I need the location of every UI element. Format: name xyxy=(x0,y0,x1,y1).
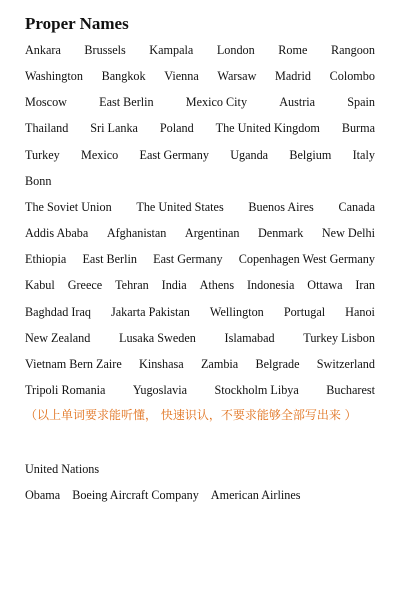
name-row xyxy=(25,328,375,348)
proper-name: Burma xyxy=(341,121,375,135)
proper-name: United Nations xyxy=(25,462,100,476)
proper-name: India xyxy=(161,278,187,292)
name-row xyxy=(25,354,375,374)
proper-name: Boeing Aircraft Company xyxy=(72,488,199,502)
name-row xyxy=(25,275,375,295)
proper-name: Afghanistan xyxy=(106,226,167,240)
name-row xyxy=(25,380,375,400)
name-row xyxy=(25,223,375,243)
proper-name: Belgrade xyxy=(255,357,300,371)
proper-name: Argentinan xyxy=(184,226,240,240)
proper-name: Stockholm Libya xyxy=(214,383,299,397)
name-row xyxy=(25,118,375,138)
proper-name: Italy xyxy=(352,148,375,162)
proper-name: Ankara xyxy=(25,43,61,57)
proper-name: Mexico xyxy=(81,148,119,162)
proper-name: Turkey Lisbon xyxy=(303,331,375,345)
name-row xyxy=(25,92,375,112)
proper-name: East Berlin xyxy=(99,95,154,109)
proper-name: Tripoli Romania xyxy=(25,383,106,397)
proper-name: American Airlines xyxy=(210,488,301,502)
proper-name: Kinshasa xyxy=(139,357,184,371)
proper-name: Bangkok xyxy=(101,69,146,83)
proper-name: Portugal xyxy=(283,305,326,319)
name-row xyxy=(25,197,375,217)
proper-name: Baghdad Iraq xyxy=(25,305,91,319)
proper-name: Mexico City xyxy=(185,95,248,109)
proper-name: Lusaka Sweden xyxy=(119,331,196,345)
proper-name: Tehran xyxy=(115,278,149,292)
proper-name: Kampala xyxy=(149,43,194,57)
proper-name: Obama xyxy=(25,488,61,502)
proper-name: Copenhagen West Germany xyxy=(238,252,375,266)
proper-name: Brussels xyxy=(84,43,126,57)
proper-name: Moscow xyxy=(25,95,67,109)
proper-name: Washington xyxy=(25,69,83,83)
proper-name: New Delhi xyxy=(321,226,375,240)
proper-name: The United Kingdom xyxy=(215,121,320,135)
proper-name: Belgium xyxy=(289,148,332,162)
proper-name: Turkey xyxy=(25,148,60,162)
proper-name: Zambia xyxy=(200,357,239,371)
proper-name: The Soviet Union xyxy=(25,200,112,214)
proper-name: Vietnam Bern Zaire xyxy=(25,357,122,371)
proper-name: Buenos Aires xyxy=(248,200,314,214)
proper-name: Rome xyxy=(278,43,308,57)
proper-name: Colombo xyxy=(329,69,375,83)
proper-name: Wellington xyxy=(209,305,264,319)
proper-name: Addis Ababa xyxy=(25,226,89,240)
instruction-note: （以上单词要求能听懂， 快速识认，不要求能够全部写出来 ） xyxy=(25,408,357,422)
proper-name: Austria xyxy=(279,95,316,109)
proper-name: Uganda xyxy=(230,148,269,162)
proper-name: Iran xyxy=(355,278,375,292)
proper-name: The United States xyxy=(136,200,224,214)
proper-name: Yugoslavia xyxy=(132,383,188,397)
proper-name: Indonesia xyxy=(247,278,295,292)
proper-name: East Germany xyxy=(139,148,209,162)
proper-name: Kabul xyxy=(25,278,55,292)
proper-name: Spain xyxy=(347,95,375,109)
proper-name: Ethiopia xyxy=(25,252,67,266)
proper-name: London xyxy=(216,43,255,57)
proper-name: East Germany xyxy=(153,252,223,266)
page-title: Proper Names xyxy=(25,14,129,33)
proper-name: New Zealand xyxy=(25,331,91,345)
proper-name: Madrid xyxy=(275,69,311,83)
proper-name: Hanoi xyxy=(345,305,375,319)
proper-name: East Berlin xyxy=(82,252,137,266)
proper-name: Warsaw xyxy=(217,69,257,83)
proper-name: Ottawa xyxy=(307,278,343,292)
name-row xyxy=(25,302,375,322)
proper-name: Islamabad xyxy=(224,331,275,345)
proper-name: Rangoon xyxy=(330,43,375,57)
proper-name: Poland xyxy=(159,121,194,135)
name-row xyxy=(25,66,375,86)
proper-name: Sri Lanka xyxy=(90,121,138,135)
proper-name: Bucharest xyxy=(326,383,375,397)
proper-name: Denmark xyxy=(258,226,304,240)
proper-name: Vienna xyxy=(164,69,199,83)
name-row xyxy=(25,145,375,165)
name-row xyxy=(25,40,375,60)
name-row xyxy=(25,249,375,269)
proper-name: Greece xyxy=(67,278,103,292)
proper-name: Jakarta Pakistan xyxy=(111,305,190,319)
proper-name: Athens xyxy=(199,278,235,292)
name-row xyxy=(25,171,375,191)
name-row xyxy=(25,485,375,505)
proper-name: Switzerland xyxy=(316,357,375,371)
proper-name: Thailand xyxy=(25,121,69,135)
name-row xyxy=(25,459,375,479)
proper-name: Bonn xyxy=(25,174,52,188)
proper-name: Canada xyxy=(338,200,375,214)
